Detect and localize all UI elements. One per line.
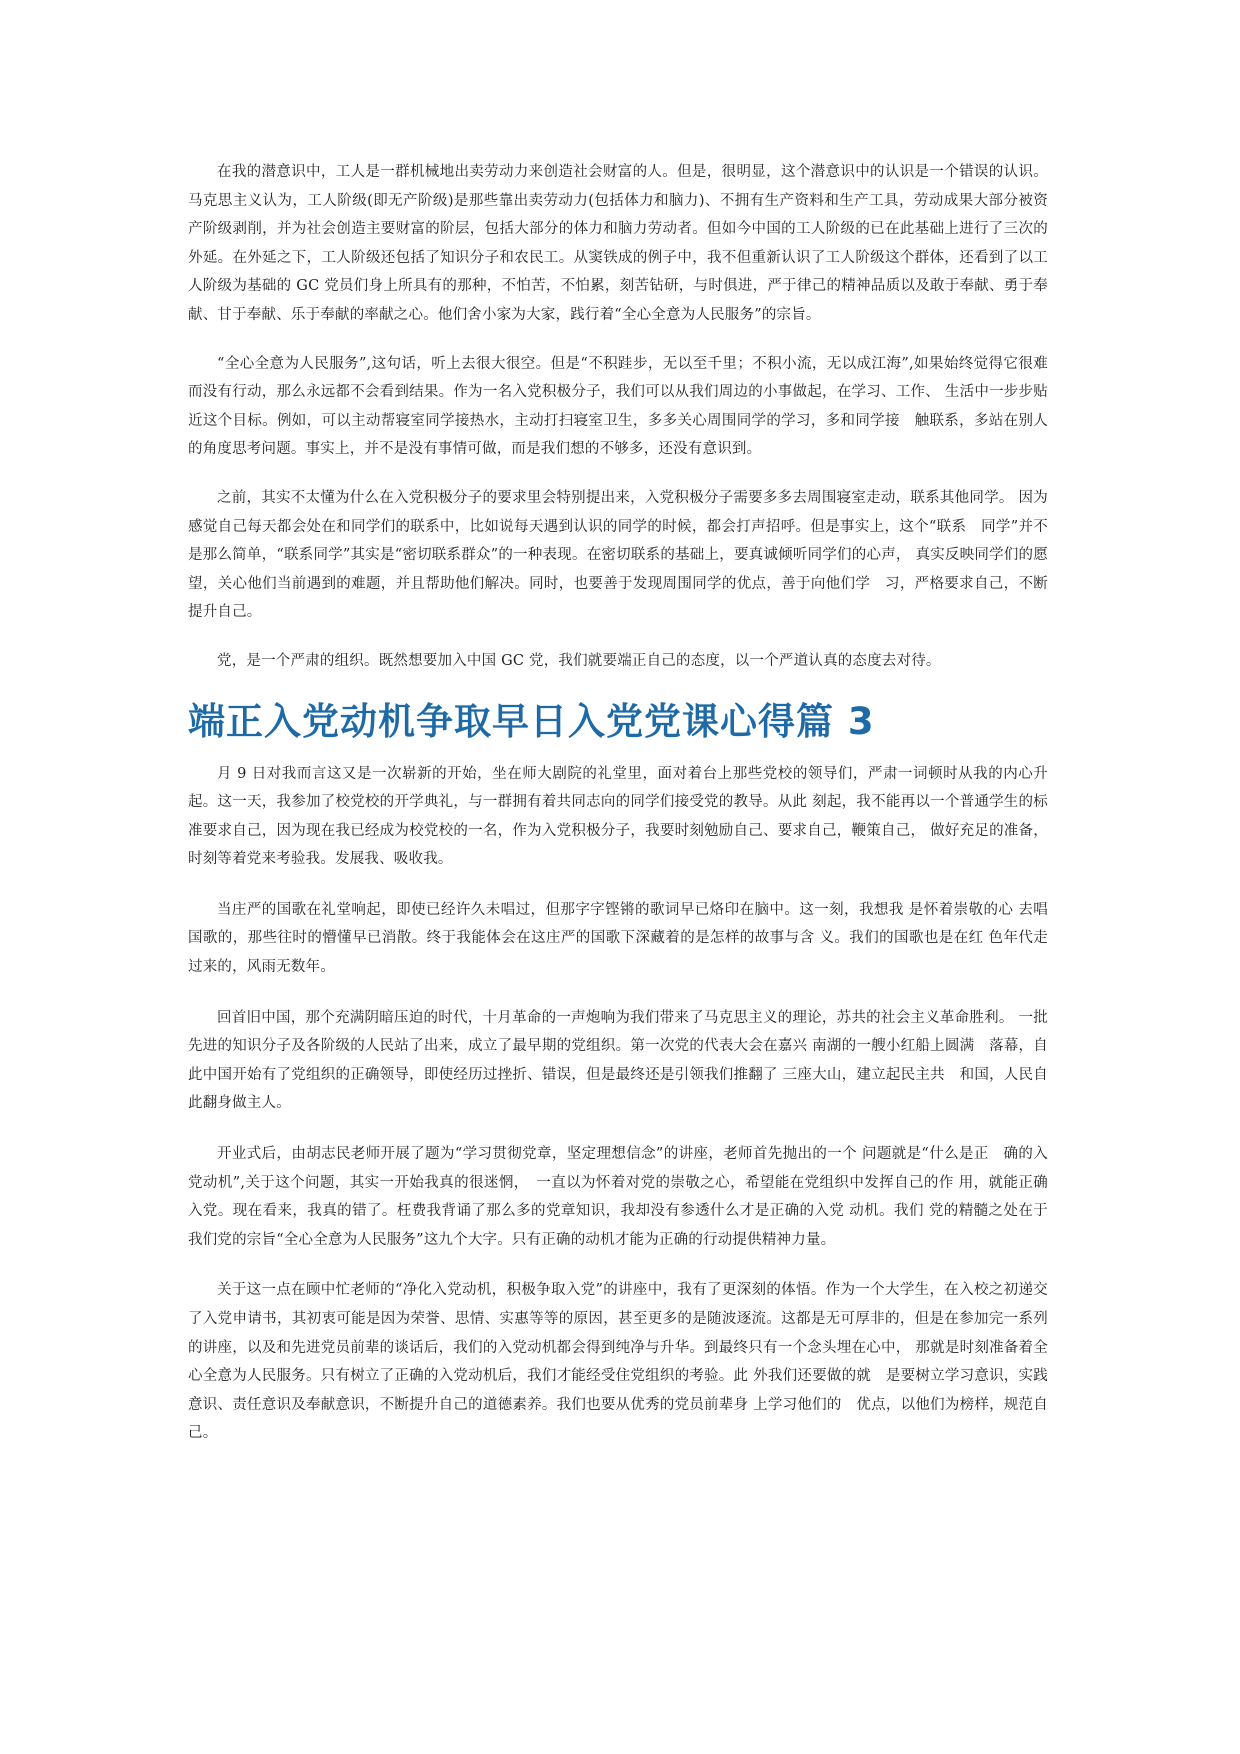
body-paragraph: 在我的潜意识中，工人是一群机械地出卖劳动力来创造社会财富的人。但是，很明显，这个潜意识中的认识是一个错误的认识。马克思主义认为，工人阶级(即无产阶级)是那些靠出卖劳动力(包括体力和脑力)、不拥有生产资料和生产工具，劳动成果大部分被资产阶级剥削，并为社会创造主要财富的阶层，包括大部分的体力和脑力劳动者。但如今中国的工人阶级的已在此基础上进行了三次的外延。在外延之下，工人阶级还包括了知识分子和农民工。从窦铁成的例子中，我不但重新认识了工人阶级这个群体，还看到了以工人阶级为基础的 GC 党员们身上所具有的那种，不怕苦，不怕累，刻苦钻研，与时俱进，严于律己的精神品质以及敢于奉献、勇于奉献、甘于奉献、乐于奉献的率献之心。他们舍小家为大家，践行着“全心全意为人民服务”的宗旨。 [188, 164, 1048, 323]
paragraph-gap [188, 464, 1048, 484]
paragraph-gap [188, 982, 1048, 1004]
body-paragraph: 月 9 日对我而言这又是一次崭新的开始，坐在师大剧院的礼堂里，面对着台上那些党校的领导们，严肃一词顿时从我的内心升起。这一天，我参加了校党校的开学典礼，与一群拥有着共同志向的同学们接受党的教导。从此 刻起，我不能再以一个普通学生的标准要求自己，因为现在我已经成为校党校的一名，作为入党积极分子，我要时刻勉励自己、要求自己，鞭策自己， 做好充足的准备，时刻等着党来考验我。发展我、吸收我。 [188, 765, 1048, 868]
body-paragraph: 回首旧中国，那个充满阴暗压迫的时代，十月革命的一声炮响为我们带来了马克思主义的理论，苏共的社会主义革命胜利。 一批先进的知识分子及各阶级的人民站了出来，成立了最早期的党组织。第一次党的代表大会在嘉兴 南湖的一艘小红船上圆满 落幕，自此中国开始有了党组织的正确领导，即使经历过挫折、错误，但是最终还是引领我们推翻了 三座大山，建立起民主共 和国，人民自此翻身做主人。 [188, 1009, 1048, 1112]
paragraph-gap [188, 1254, 1048, 1276]
body-paragraph: 党，是一个严肃的组织。既然想要加入中国 GC 党，我们就要端正自己的态度，以一个严道认真的态度去对待。 [217, 652, 941, 669]
paragraph-gap [188, 330, 1048, 350]
body-paragraph: 开业式后，由胡志民老师开展了题为“学习贯彻党章，坚定理想信念”的讲座，老师首先抛出的一个 问题就是“什么是正 确的入党动机”,关于这个问题，其实一开始我真的很迷惘， 一直以为怀着对党的崇敬之心，希望能在党组织中发挥自己的作 用，就能正确入党。现在看来，我真的错了。枉费我背诵了那么多的党章知识，我却没有参透什么才是正确的入党 动机。我们 党的精髓之处在于我们党的宗旨“全心全意为人民服务”这九个大字。只有正确的动机才能为正确的行动提供精神力量。 [188, 1146, 1048, 1248]
body-paragraph: “全心全意为人民服务”,这句话，听上去很大很空。但是“不积跬步，无以至千里；不积小流，无以成江海”,如果始终觉得它很难而没有行动，那么永远都不会看到结果。作为一名入党积极分子，我们可以从我们周边的小事做起，在学习、工作、 生活中一步步贴近这个目标。例如，可以主动帮寝室同学接热水，主动打扫寝室卫生，多多关心周围同学的学习，多和同学接 触联系，多站在别人的角度思考问题。事实上，并不是没有事情可做，而是我们想的不够多，还没有意识到。 [188, 355, 1048, 458]
body-paragraph: 当庄严的国歌在礼堂响起，即使已经许久未唱过，但那字字铿锵的歌词早已烙印在脑中。这一刻，我想我 是怀着崇敬的心 去唱国歌的，那些往时的懵懂早已消散。终于我能体会在这庄严的国歌下深藏着的是怎样的故事与含 义。我们的国歌也是在红 色年代走过来的，风雨无数年。 [188, 901, 1048, 976]
paragraph-gap [188, 874, 1048, 896]
body-paragraph: 之前，其实不太懂为什么在入党积极分子的要求里会特别提出来，入党积极分子需要多多去周围寝室走动，联系其他同学。 因为感觉自己每天都会处在和同学们的联系中，比如说每天遇到认识的同学的时候，都会打声招呼。但是事实上，这个“联系 同学”并不是那么简单，“联系同学”其实是“密切联系群众”的一种表现。在密切联系的基础上，要真诚倾听同学们的心声， 真实反映同学们的愿望，关心他们当前遇到的难题，并且帮助他们解决。同时，也要善于发现周围同学的优点，善于向他们学 习，严格要求自己，不断提升自己。 [188, 489, 1048, 621]
document-page [188, 150, 1048, 1448]
body-paragraph: 关于这一点在顾中忙老师的“净化入党动机，积极争取入党”的讲座中，我有了更深刻的体悟。作为一个大学生，在入校之初递交了入党申请书，其初衷可能是因为荣誉、思情、实惠等等的原因，甚至更多的是随波逐流。这都是无可厚非的，但是在参加完一系列的讲座，以及和先进党员前辈的谈话后，我们的入党动机都会得到纯净与升华。到最终只有一个念头埋在心中， 那就是时刻准备着全心全意为人民服务。只有树立了正确的入党动机后，我们才能经受住党组织的考验。此 外我们还要做的就 是要树立学习意识，实践意识、责任意识及奉献意识，不断提升自己的道德素养。我们也要从优秀的党员前辈身 上学习他们的 优点，以他们为榜样，规范自己。 [188, 1282, 1048, 1442]
paragraph-gap [188, 627, 1048, 647]
section-heading: 端正入党动机争取早日入党党课心得篇 3 [188, 699, 875, 743]
paragraph-gap [188, 1118, 1048, 1140]
